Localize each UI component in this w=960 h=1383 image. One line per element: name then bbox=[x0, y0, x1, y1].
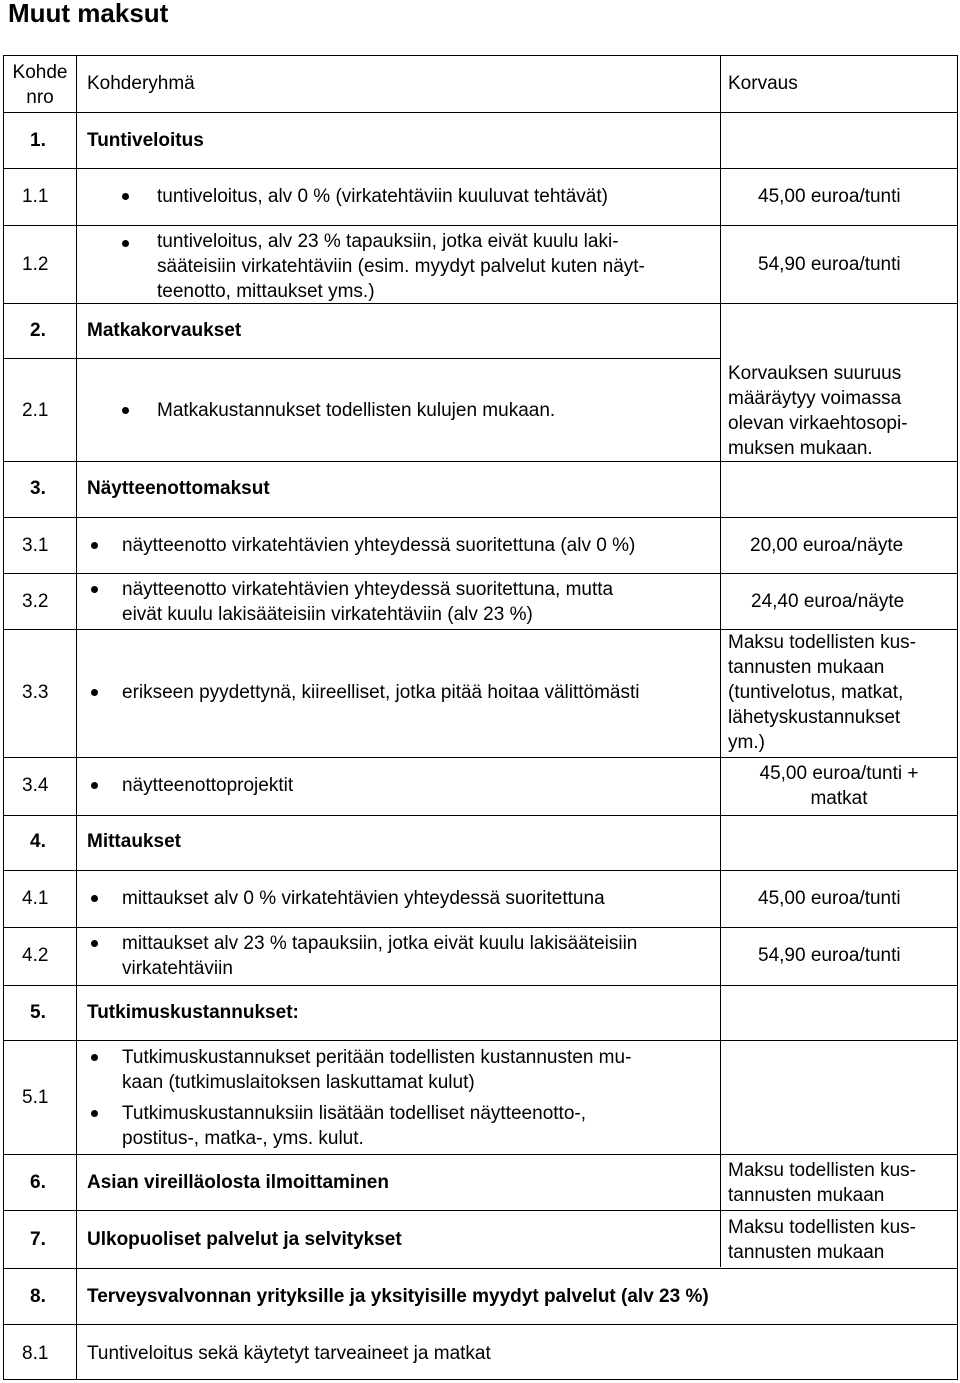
section-number: 1. bbox=[30, 130, 46, 151]
section-number: 3. bbox=[30, 478, 46, 499]
row-number: 1.1 bbox=[22, 186, 49, 207]
row-fee: 45,00 euroa/tunti + matkat bbox=[759, 763, 919, 809]
header-col-fee: Korvaus bbox=[728, 73, 798, 94]
bullet-icon bbox=[91, 586, 98, 593]
page-title: Muut maksut bbox=[8, 0, 169, 28]
row-description: erikseen pyydettynä, kiireelliset, jotka pitää hoitaa välittömästi bbox=[122, 682, 640, 703]
column-divider bbox=[720, 55, 721, 1267]
row-divider bbox=[3, 1268, 958, 1269]
row-divider bbox=[3, 1154, 958, 1155]
row-number: 8.1 bbox=[22, 1343, 49, 1364]
row-number: 3.1 bbox=[22, 535, 49, 556]
row-description: näytteenotto virkatehtävien yhteydessä suoritettuna (alv 0 %) bbox=[122, 535, 636, 556]
row-divider bbox=[3, 517, 958, 518]
row-divider bbox=[3, 757, 958, 758]
section-title: Ulkopuoliset palvelut ja selvitykset bbox=[87, 1229, 402, 1250]
row-fee: Maksu todellisten kus- tannusten mukaan bbox=[728, 1217, 916, 1263]
row-divider bbox=[3, 1210, 958, 1211]
bullet-icon bbox=[91, 1110, 98, 1117]
row-divider bbox=[3, 815, 958, 816]
section-number: 4. bbox=[30, 831, 46, 852]
table-border-bottom bbox=[3, 1379, 958, 1380]
row-fee: Korvauksen suuruus määräytyy voimassa olevan virkaehtosopi- muksen mukaan. bbox=[728, 363, 908, 459]
row-divider bbox=[3, 927, 958, 928]
table-border-right bbox=[957, 55, 958, 1380]
row-description: tuntiveloitus, alv 23 % tapauksiin, jotka eivät kuulu laki- sääteisiin virkatehtäviin (esim. myydyt palvelut kuten näyt- teenotto, mittaukset yms.) bbox=[157, 231, 645, 302]
section-number: 2. bbox=[30, 320, 46, 341]
section-number: 6. bbox=[30, 1172, 46, 1193]
section-title: Asian vireilläolosta ilmoittaminen bbox=[87, 1172, 389, 1193]
bullet-icon bbox=[91, 542, 98, 549]
row-description: Matkakustannukset todellisten kulujen mukaan. bbox=[157, 400, 556, 421]
row-description: tuntiveloitus, alv 0 % (virkatehtäviin kuuluvat tehtävät) bbox=[157, 186, 608, 207]
row-divider bbox=[3, 1324, 958, 1325]
row-number: 3.3 bbox=[22, 682, 49, 703]
row-fee: 54,90 euroa/tunti bbox=[758, 254, 901, 275]
row-description: näytteenottoprojektit bbox=[122, 775, 294, 796]
row-description: mittaukset alv 0 % virkatehtävien yhteydessä suoritettuna bbox=[122, 888, 605, 909]
section-title: Matkakorvaukset bbox=[87, 320, 242, 341]
column-divider bbox=[76, 55, 77, 1380]
row-fee: 54,90 euroa/tunti bbox=[758, 945, 901, 966]
row-number: 3.4 bbox=[22, 775, 49, 796]
row-divider bbox=[3, 168, 958, 169]
row-fee: Maksu todellisten kus- tannusten mukaan (tuntivelotus, matkat, lähetyskustannukset ym.) bbox=[728, 632, 916, 753]
bullet-icon bbox=[91, 940, 98, 947]
row-divider bbox=[3, 1040, 958, 1041]
row-divider bbox=[3, 225, 958, 226]
row-fee: 45,00 euroa/tunti bbox=[758, 888, 901, 909]
row-number: 3.2 bbox=[22, 591, 49, 612]
row-description: Tuntiveloitus sekä käytetyt tarveaineet ja matkat bbox=[87, 1343, 491, 1364]
row-divider bbox=[3, 112, 958, 113]
row-divider bbox=[3, 461, 958, 462]
header-col-group: Kohderyhmä bbox=[87, 73, 195, 94]
section-number: 7. bbox=[30, 1229, 46, 1250]
row-fee: 20,00 euroa/näyte bbox=[750, 535, 904, 556]
section-title: Terveysvalvonnan yrityksille ja yksityisille myydyt palvelut (alv 23 %) bbox=[87, 1286, 709, 1307]
section-number: 5. bbox=[30, 1002, 46, 1023]
section-number: 8. bbox=[30, 1286, 46, 1307]
row-description: Tutkimuskustannukset peritään todellisten kustannusten mu- kaan (tutkimuslaitoksen laskuttamat kulut) bbox=[122, 1047, 632, 1093]
table-border-top bbox=[3, 55, 958, 56]
bullet-icon bbox=[91, 895, 98, 902]
row-fee: 45,00 euroa/tunti bbox=[758, 186, 901, 207]
section-title: Näytteenottomaksut bbox=[87, 478, 270, 499]
section-title: Mittaukset bbox=[87, 831, 181, 852]
row-divider bbox=[3, 985, 958, 986]
row-number: 5.1 bbox=[22, 1087, 49, 1108]
bullet-icon bbox=[91, 782, 98, 789]
row-divider bbox=[3, 358, 720, 359]
row-number: 2.1 bbox=[22, 400, 49, 421]
section-title: Tutkimuskustannukset: bbox=[87, 1002, 299, 1023]
bullet-icon bbox=[122, 193, 129, 200]
bullet-icon bbox=[122, 240, 129, 247]
bullet-icon bbox=[91, 1054, 98, 1061]
row-number: 4.2 bbox=[22, 945, 49, 966]
table-border-left bbox=[3, 55, 4, 1380]
row-number: 4.1 bbox=[22, 888, 49, 909]
row-fee: 24,40 euroa/näyte bbox=[751, 591, 905, 612]
row-divider bbox=[3, 573, 958, 574]
row-description: Tutkimuskustannuksiin lisätään todelliset näytteenotto-, postitus-, matka-, yms. kulut. bbox=[122, 1103, 586, 1149]
row-description: mittaukset alv 23 % tapauksiin, jotka eivät kuulu lakisääteisiin virkatehtäviin bbox=[122, 933, 638, 979]
row-fee: Maksu todellisten kus- tannusten mukaan bbox=[728, 1160, 916, 1206]
section-title: Tuntiveloitus bbox=[87, 130, 204, 151]
row-number: 1.2 bbox=[22, 254, 49, 275]
row-description: näytteenotto virkatehtävien yhteydessä suoritettuna, mutta eivät kuulu lakisääteisiin virkatehtäviin (alv 23 %) bbox=[122, 579, 614, 625]
bullet-icon bbox=[122, 407, 129, 414]
bullet-icon bbox=[91, 689, 98, 696]
row-divider bbox=[3, 870, 958, 871]
header-col-nro: Kohde nro bbox=[12, 62, 68, 108]
